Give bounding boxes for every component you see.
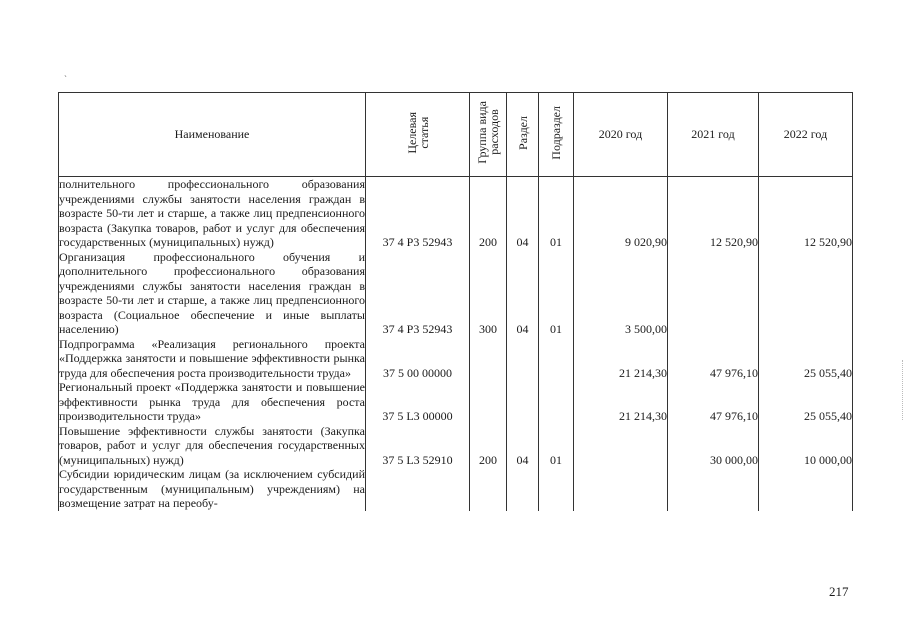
header-group: [470, 93, 507, 177]
row-subsection: [539, 467, 574, 511]
row-name: Субсидии юридическим лицам (за исключением субсидий государственным (муниципальным) учреждениям) на возмещение затрат на переобу-: [59, 467, 365, 510]
row-2021: [668, 467, 759, 511]
table-row: [59, 424, 853, 468]
row-code: [366, 467, 470, 511]
row-section: [507, 467, 539, 511]
page-number: 217: [829, 584, 849, 599]
scan-tick-mark: `: [64, 74, 67, 84]
row-group: 200: [470, 177, 507, 250]
row-group: [470, 380, 507, 424]
row-group: 300: [470, 250, 507, 337]
header-2022: 2022 год: [759, 93, 853, 177]
row-subsection: [539, 337, 574, 381]
row-2022: 25 055,40: [759, 337, 853, 381]
row-2020: 3 500,00: [574, 250, 668, 337]
row-code: 37 5 L3 52910: [366, 424, 470, 468]
row-2021: 30 000,00: [668, 424, 759, 468]
row-section: 04: [507, 424, 539, 468]
row-code: 37 5 00 00000: [366, 337, 470, 381]
row-section: [507, 337, 539, 381]
header-name: [59, 93, 366, 177]
row-subsection: [539, 380, 574, 424]
header-name-label: Наименование: [174, 127, 250, 142]
header-2020: 2020 год: [574, 93, 668, 177]
row-2022: 12 520,90: [759, 177, 853, 250]
header-group-label: Группа вида расходов: [475, 101, 501, 165]
header-subsection-label: Подраздел: [549, 105, 563, 160]
table-row: [59, 337, 853, 381]
table-row: [59, 177, 853, 250]
row-2020: [574, 424, 668, 468]
table-header-row: [59, 93, 853, 177]
row-code: 37 4 P3 52943: [366, 177, 470, 250]
row-2021: [668, 250, 759, 337]
row-2020: 9 020,90: [574, 177, 668, 250]
header-2021: 2021 год: [668, 93, 759, 177]
row-subsection: 01: [539, 177, 574, 250]
header-section-label: Раздел: [515, 115, 530, 150]
row-name: Организация профессионального обучения и дополнительного профессионального образования учреждениями службы занятости населения граждан в возрасте 50-ти лет и старше, а также лиц предпенсионного возраста (Социальное обеспечение и иные выплаты населению): [59, 249, 365, 336]
row-2020: 21 214,30: [574, 380, 668, 424]
row-2021: 47 976,10: [668, 380, 759, 424]
table-row: [59, 467, 853, 511]
row-2020: [574, 467, 668, 511]
row-2022: 25 055,40: [759, 380, 853, 424]
table-row: [59, 250, 853, 337]
header-section: [507, 93, 539, 177]
row-name: Повышение эффективности службы занятости (Закупка товаров, работ и услуг для обеспечения государственных (муниципальных) нужд): [59, 423, 365, 467]
row-section: [507, 380, 539, 424]
row-code: 37 4 P3 52943: [366, 250, 470, 337]
table-row: [59, 380, 853, 424]
header-subsection: [539, 93, 574, 177]
row-section: 04: [507, 177, 539, 250]
header-target-label: Целевая статья: [404, 111, 431, 154]
row-section: 04: [507, 250, 539, 337]
header-target: [366, 93, 470, 177]
row-2022: [759, 467, 853, 511]
row-2020: 21 214,30: [574, 337, 668, 381]
row-group: [470, 337, 507, 381]
row-name: полнительного профессионального образования учреждениями службы занятости населения граждан в возрасте 50-ти лет и старше, а также лиц предпенсионного возраста (Закупка товаров, работ и услуг для обеспечения государственных (муниципальных) нужд): [59, 177, 365, 249]
row-2021: 12 520,90: [668, 177, 759, 250]
row-group: [470, 467, 507, 511]
row-code: 37 5 L3 00000: [366, 380, 470, 424]
row-group: 200: [470, 424, 507, 468]
row-subsection: 01: [539, 250, 574, 337]
row-name: Региональный проект «Поддержка занятости и повышение эффективности рынка труда для обеспечения роста производительности труда»: [59, 380, 365, 423]
row-name: Подпрограмма «Реализация регионального проекта «Поддержка занятости и повышение эффективности рынка труда для обеспечения роста производительности труда»: [59, 336, 365, 380]
row-subsection: 01: [539, 424, 574, 468]
row-2022: [759, 250, 853, 337]
row-2021: 47 976,10: [668, 337, 759, 381]
budget-table: [58, 92, 853, 511]
row-2022: 10 000,00: [759, 424, 853, 468]
